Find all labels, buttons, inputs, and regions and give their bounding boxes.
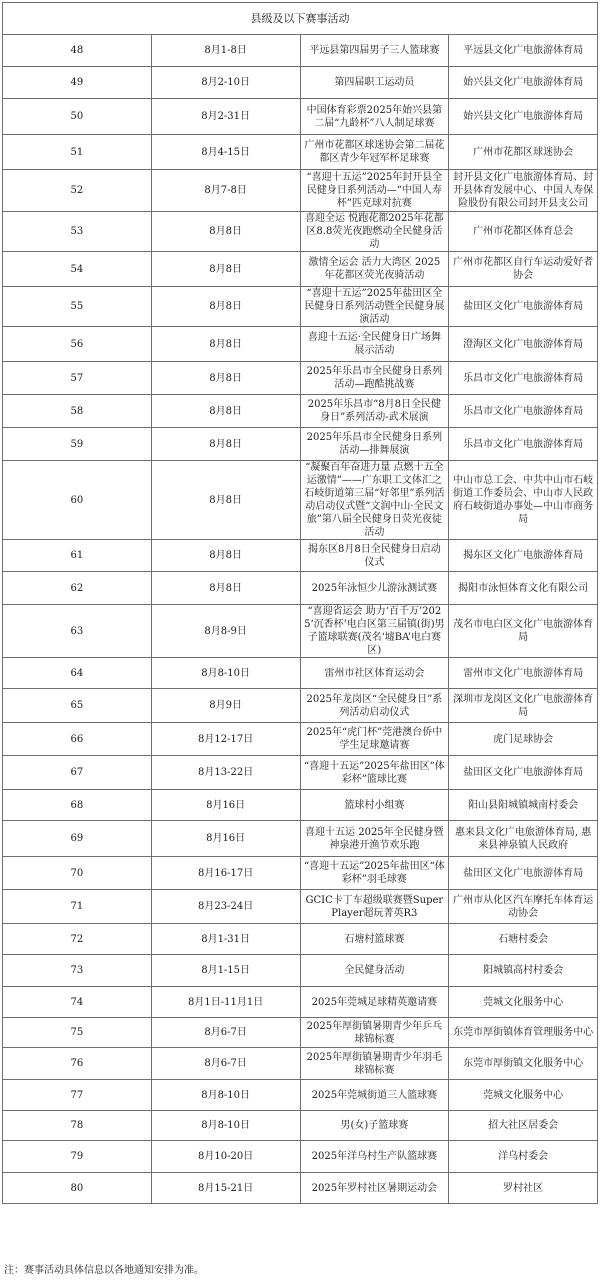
event-name: 2025年厚街镇暑期青少年羽毛球锦标赛 — [300, 1048, 449, 1080]
row-number: 53 — [3, 212, 152, 252]
event-date: 8月1-8日 — [151, 35, 300, 67]
table-row — [3, 1048, 598, 1080]
event-date: 8月8-9日 — [151, 605, 300, 658]
row-number: 75 — [3, 1018, 152, 1048]
event-organizer: 乐昌市文化广电旅游体育局 — [449, 362, 598, 395]
event-date: 8月13-22日 — [151, 756, 300, 790]
table-row — [3, 924, 598, 955]
event-name: 2025年洋乌村生产队篮球赛 — [300, 1141, 449, 1173]
event-name: 喜迎全运 悦跑花都2025年花都区8.8荧光夜跑燃动全民健身活动 — [300, 212, 449, 252]
event-name: 中国体育彩票2025年始兴县第二届“九龄杯”八人制足球赛 — [300, 99, 449, 135]
table-row — [3, 1173, 598, 1204]
row-number: 51 — [3, 135, 152, 170]
event-organizer: 阳山县阳城镇城南村委会 — [449, 790, 598, 821]
event-organizer: 招大社区居委会 — [449, 1111, 598, 1141]
table-row — [3, 890, 598, 924]
event-date: 8月1-31日 — [151, 924, 300, 955]
event-date: 8月8日 — [151, 540, 300, 572]
table-row — [3, 35, 598, 67]
event-organizer: 乐昌市文化广电旅游体育局 — [449, 428, 598, 461]
table-row — [3, 572, 598, 605]
event-name: 喜迎十五运 2025年全民健身暨神泉港开渔节欢乐跑 — [300, 821, 449, 857]
event-date: 8月8日 — [151, 327, 300, 362]
row-number: 64 — [3, 658, 152, 689]
table-row — [3, 955, 598, 987]
event-date: 8月10-20日 — [151, 1141, 300, 1173]
row-number: 68 — [3, 790, 152, 821]
event-name: 全民健身活动 — [300, 955, 449, 987]
table-row — [3, 252, 598, 287]
event-organizer: 始兴县文化广电旅游体育局 — [449, 67, 598, 99]
event-date: 8月8-10日 — [151, 1111, 300, 1141]
table-row — [3, 857, 598, 890]
event-date: 8月4-15日 — [151, 135, 300, 170]
row-number: 50 — [3, 99, 152, 135]
table-title-row — [3, 3, 598, 35]
event-name: 2025年莞城足球精英邀请赛 — [300, 987, 449, 1018]
event-organizer: 石塘村委会 — [449, 924, 598, 955]
event-date: 8月7-8日 — [151, 170, 300, 212]
row-number: 71 — [3, 890, 152, 924]
row-number: 79 — [3, 1141, 152, 1173]
row-number: 52 — [3, 170, 152, 212]
event-name: 2025年乐昌市全民健身日系列活动—跑酷挑战赛 — [300, 362, 449, 395]
table-row — [3, 1141, 598, 1173]
event-name: 平远县第四届男子三人篮球赛 — [300, 35, 449, 67]
table-row — [3, 327, 598, 362]
event-organizer: 深圳市龙岗区文化广电旅游体育局 — [449, 689, 598, 723]
event-date: 8月23-24日 — [151, 890, 300, 924]
event-name: 石塘村篮球赛 — [300, 924, 449, 955]
event-date: 8月9日 — [151, 689, 300, 723]
row-number: 58 — [3, 395, 152, 428]
row-number: 60 — [3, 461, 152, 540]
event-organizer: 封开县文化广电旅游体育局、封开县体育发展中心、中国人寿保险股份有限公司封开县支公司 — [449, 170, 598, 212]
table-row — [3, 1018, 598, 1048]
table-row — [3, 723, 598, 756]
event-organizer: 东莞市厚街镇文化服务中心 — [449, 1048, 598, 1080]
table-row — [3, 461, 598, 540]
event-name: 2025年龙岗区“全民健身日”系列活动启动仪式 — [300, 689, 449, 723]
document — [2, 2, 598, 1204]
event-date: 8月8-10日 — [151, 1080, 300, 1111]
event-organizer: 广州市花都区球迷协会 — [449, 135, 598, 170]
event-organizer: 雷州市文化广电旅游体育局 — [449, 658, 598, 689]
event-name: 2025年泳恒少儿游泳测试赛 — [300, 572, 449, 605]
event-name: GCIC卡丁车超级联赛暨SuperPlayer超玩菁英R3 — [300, 890, 449, 924]
row-number: 74 — [3, 987, 152, 1018]
event-date: 8月8日 — [151, 212, 300, 252]
row-number: 66 — [3, 723, 152, 756]
event-organizer: 盐田区文化广电旅游体育局 — [449, 287, 598, 327]
table-row — [3, 99, 598, 135]
table-row — [3, 362, 598, 395]
event-date: 8月8日 — [151, 362, 300, 395]
event-date: 8月2-31日 — [151, 99, 300, 135]
event-name: “喜迎十五运”2025年盐田区全民健身日系列活动暨全民健身展演活动 — [300, 287, 449, 327]
event-organizer: 揭阳市泳恒体育文化有限公司 — [449, 572, 598, 605]
event-date: 8月1日-11月1日 — [151, 987, 300, 1018]
row-number: 62 — [3, 572, 152, 605]
table-row — [3, 605, 598, 658]
event-organizer: 罗村社区 — [449, 1173, 598, 1204]
row-number: 61 — [3, 540, 152, 572]
event-organizer: 莞城文化服务中心 — [449, 987, 598, 1018]
event-organizer: 澄海区文化广电旅游体育局 — [449, 327, 598, 362]
table-row — [3, 287, 598, 327]
event-organizer: 始兴县文化广电旅游体育局 — [449, 99, 598, 135]
footnote: 注：赛事活动具体信息以各地通知安排为准。 — [4, 1265, 204, 1276]
table-row — [3, 67, 598, 99]
event-date: 8月16日 — [151, 821, 300, 857]
event-organizer: 惠来县文化广电旅游体育局, 惠来县神泉镇人民政府 — [449, 821, 598, 857]
event-date: 8月8日 — [151, 572, 300, 605]
event-name: 2025年厚街镇暑期青少年乒乓球锦标赛 — [300, 1018, 449, 1048]
event-organizer: 平远县文化广电旅游体育局 — [449, 35, 598, 67]
event-name: 2025年乐昌市“8月8日全民健身日”系列活动-武术展演 — [300, 395, 449, 428]
event-name: 激情全运会 活力大湾区 2025年花都区荧光夜骑活动 — [300, 252, 449, 287]
table-row — [3, 395, 598, 428]
event-date: 8月8日 — [151, 395, 300, 428]
row-number: 76 — [3, 1048, 152, 1080]
event-organizer: 洋乌村委会 — [449, 1141, 598, 1173]
table-row — [3, 821, 598, 857]
event-date: 8月6-7日 — [151, 1048, 300, 1080]
event-organizer: 揭东区文化广电旅游体育局 — [449, 540, 598, 572]
table-row — [3, 689, 598, 723]
event-organizer: 广州市花都区自行车运动爱好者协会 — [449, 252, 598, 287]
event-name: 广州市花都区球迷协会第二届花都区青少年冠军杯足球赛 — [300, 135, 449, 170]
event-name: 揭东区8月8日全民健身日启动仪式 — [300, 540, 449, 572]
table-row — [3, 1080, 598, 1111]
event-name: “喜迎十五运”2025年盐田区“体彩杯”羽毛球赛 — [300, 857, 449, 890]
row-number: 48 — [3, 35, 152, 67]
event-date: 8月8日 — [151, 428, 300, 461]
event-date: 8月1-15日 — [151, 955, 300, 987]
event-date: 8月6-7日 — [151, 1018, 300, 1048]
event-organizer: 乐昌市文化广电旅游体育局 — [449, 395, 598, 428]
event-date: 8月8日 — [151, 287, 300, 327]
event-name: 第四届职工运动员 — [300, 67, 449, 99]
event-organizer: 虎门足球协会 — [449, 723, 598, 756]
row-number: 70 — [3, 857, 152, 890]
event-name: “凝聚百年奋进力量 点燃十五全运激情”——广东职工文体汇之石岐街道第三届“好邻里”系列活动启动仪式暨“文润中山·全民文旅”第八届全民健身日荧光夜徒活动 — [300, 461, 449, 540]
event-organizer: 广州市花都区体育总会 — [449, 212, 598, 252]
table-row — [3, 428, 598, 461]
event-organizer: 广州市从化区汽车摩托车体育运动协会 — [449, 890, 598, 924]
event-name: 2025年莞城街道三人篮球赛 — [300, 1080, 449, 1111]
table-row — [3, 1111, 598, 1141]
events-table — [2, 2, 598, 1204]
table-row — [3, 540, 598, 572]
table-row — [3, 658, 598, 689]
event-name: 男(女)子篮球赛 — [300, 1111, 449, 1141]
table-row — [3, 170, 598, 212]
event-organizer: 中山市总工会、中共中山市石岐街道工作委员会、中山市人民政府石岐街道办事处—中山市商务局 — [449, 461, 598, 540]
event-date: 8月16-17日 — [151, 857, 300, 890]
event-date: 8月16日 — [151, 790, 300, 821]
event-name: 雷州市社区体育运动会 — [300, 658, 449, 689]
table-row — [3, 756, 598, 790]
event-name: “喜迎十五运”2025年封开县全民健身日系列活动—“中国人寿杯”匹克球对抗赛 — [300, 170, 449, 212]
row-number: 67 — [3, 756, 152, 790]
row-number: 59 — [3, 428, 152, 461]
event-name: 喜迎十五运·全民健身日广场舞展示活动 — [300, 327, 449, 362]
table-title: 县级及以下赛事活动 — [3, 3, 598, 35]
table-row — [3, 790, 598, 821]
row-number: 57 — [3, 362, 152, 395]
row-number: 63 — [3, 605, 152, 658]
row-number: 69 — [3, 821, 152, 857]
event-date: 8月15-21日 — [151, 1173, 300, 1204]
event-organizer: 莞城文化服务中心 — [449, 1080, 598, 1111]
event-name: 2025年乐昌市全民健身日系列活动—排舞展演 — [300, 428, 449, 461]
event-date: 8月12-17日 — [151, 723, 300, 756]
row-number: 49 — [3, 67, 152, 99]
row-number: 78 — [3, 1111, 152, 1141]
row-number: 65 — [3, 689, 152, 723]
event-date: 8月2-10日 — [151, 67, 300, 99]
row-number: 80 — [3, 1173, 152, 1204]
row-number: 77 — [3, 1080, 152, 1111]
row-number: 72 — [3, 924, 152, 955]
event-name: 篮球村小组赛 — [300, 790, 449, 821]
row-number: 73 — [3, 955, 152, 987]
event-name: 2025年“虎门杯”莞港澳台侨中学生足球邀请赛 — [300, 723, 449, 756]
table-row — [3, 212, 598, 252]
event-name: 2025年罗村社区暑期运动会 — [300, 1173, 449, 1204]
event-organizer: 阳城镇高村村委会 — [449, 955, 598, 987]
event-organizer: 盐田区文化广电旅游体育局 — [449, 857, 598, 890]
table-row — [3, 987, 598, 1018]
event-organizer: 东莞市厚街镇体育管理服务中心 — [449, 1018, 598, 1048]
table-row — [3, 135, 598, 170]
event-date: 8月8日 — [151, 252, 300, 287]
row-number: 56 — [3, 327, 152, 362]
event-name: “喜迎省运会 助力‘百千万’2025‘沉香杯’电白区第三届镇(街)男子篮球联赛(茂名‘墟BA’电白赛区) — [300, 605, 449, 658]
event-date: 8月8-10日 — [151, 658, 300, 689]
event-name: “喜迎十五运”2025年盐田区“体彩杯”篮球比赛 — [300, 756, 449, 790]
event-organizer: 盐田区文化广电旅游体育局 — [449, 756, 598, 790]
row-number: 55 — [3, 287, 152, 327]
event-date: 8月8日 — [151, 461, 300, 540]
event-organizer: 茂名市电白区文化广电旅游体育局 — [449, 605, 598, 658]
row-number: 54 — [3, 252, 152, 287]
events-table-body — [3, 3, 598, 1204]
